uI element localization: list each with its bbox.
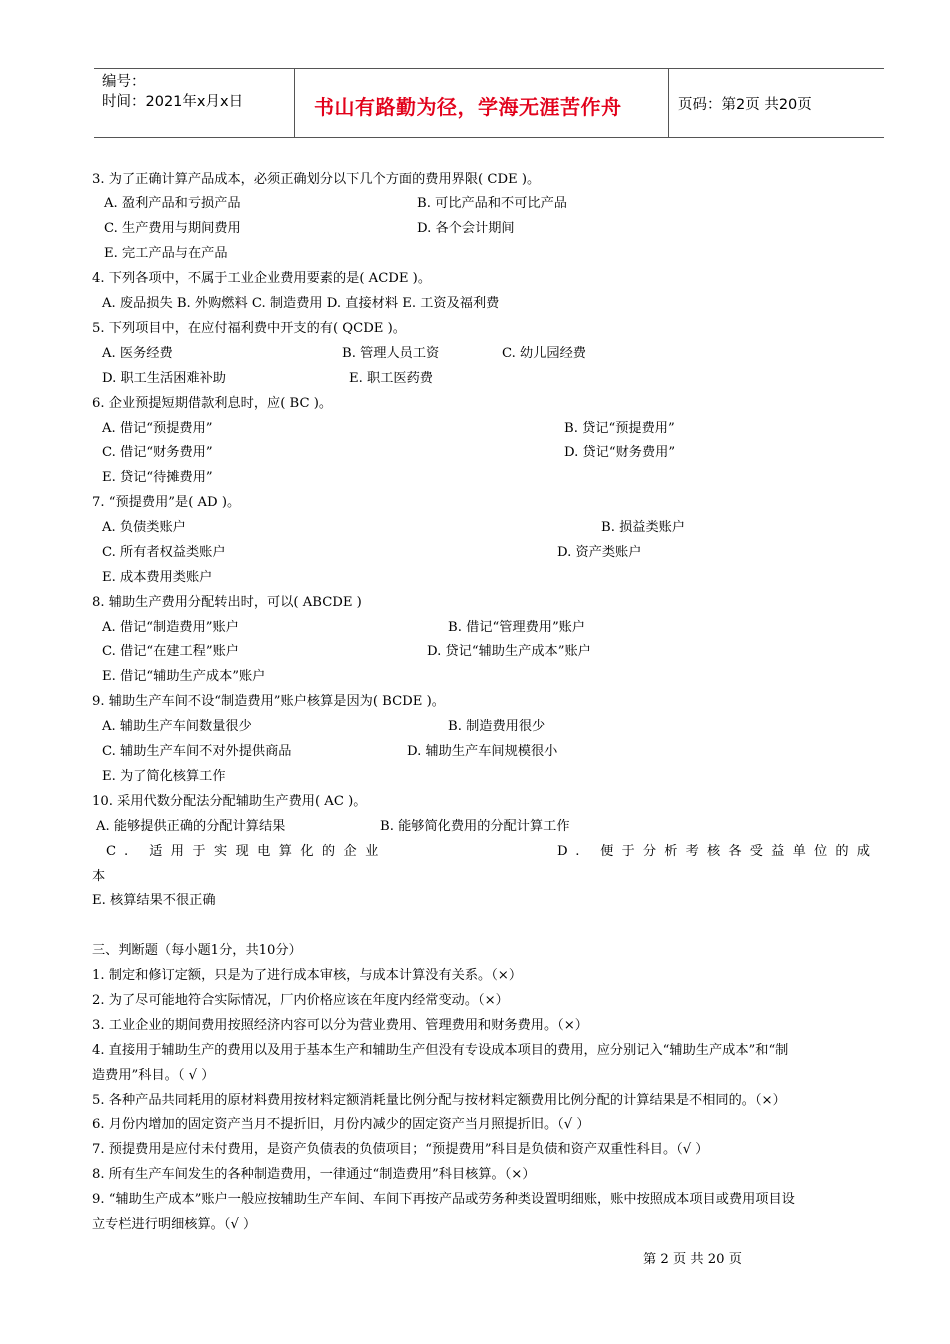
option-9b: B. 制造费用很少 [448,719,546,734]
option-5a: A. 医务经费 [102,346,173,361]
option-3e: E. 完工产品与在产品 [104,246,228,261]
section-title: 三、判断题（每小题1分，共10分） [92,943,302,958]
option-6a: A. 借记“预提费用” [102,421,213,436]
option-10a: A. 能够提供正确的分配计算结果 [96,819,286,834]
question-6-stem: 6. 企业预提短期借款利息时，应( BC )。 [92,396,333,411]
question-10-stem: 10. 采用代数分配法分配辅助生产费用( AC )。 [92,794,367,809]
option-6b: B. 贷记“预提费用” [564,421,675,436]
option-5b: B. 管理人员工资 [342,346,440,361]
judgement-item: 4. 直接用于辅助生产的费用以及用于基本生产和辅助生产但没有专设成本项目的费用，应分别记入“辅助生产成本”和“制 [92,1043,789,1058]
option-10c: C. 适用于实现电算化的企业 [106,844,387,859]
judgement-item: 6. 月份内增加的固定资产当月不提折旧，月份内减少的固定资产当月照提折旧。（√ ） [92,1117,590,1132]
option-8a: A. 借记“制造费用”账户 [102,620,239,635]
judgement-item: 3. 工业企业的期间费用按照经济内容可以分为营业费用、管理费用和财务费用。（×） [92,1018,588,1033]
option-3b: B. 可比产品和不可比产品 [417,196,567,211]
judgement-item: 8. 所有生产车间发生的各种制造费用，一律通过“制造费用”科目核算。（×） [92,1167,536,1182]
header-divider [668,69,669,137]
header-motto: 书山有路勤为径，学海无涯苦作舟 [314,95,622,119]
option-3c: C. 生产费用与期间费用 [104,221,241,236]
option-8c: C. 借记“在建工程”账户 [102,644,239,659]
question-4-stem: 4. 下列各项中，不属于工业企业费用要素的是( ACDE )。 [92,271,432,286]
option-9c: C. 辅助生产车间不对外提供商品 [102,744,292,759]
option-5d: D. 职工生活困难补助 [102,371,226,386]
option-8b: B. 借记“管理费用”账户 [448,620,586,635]
question-5-stem: 5. 下列项目中，在应付福利费中开支的有( QCDE )。 [92,321,406,336]
doc-time-label: 时间：2021年x月x日 [102,94,244,110]
judgement-item: 7. 预提费用是应付未付费用，是资产负债表的负债项目；“预提费用”科目是负债和资产双重性科目。（√ ） [92,1142,709,1157]
option-8d: D. 贷记“辅助生产成本”账户 [427,644,591,659]
judgement-item-continuation: 立专栏进行明细核算。（√ ） [92,1217,257,1232]
question-3-stem: 3. 为了正确计算产品成本，必须正确划分以下几个方面的费用界限( CDE )。 [92,172,541,187]
question-8-stem: 8. 辅助生产费用分配转出时，可以( ABCDE ) [92,595,362,610]
option-7a: A. 负债类账户 [102,520,186,535]
option-10d: D. 便于分析考核各受益单位的成 [557,844,879,859]
option-6d: D. 贷记“财务费用” [564,445,676,460]
question-7-stem: 7. “预提费用”是( AD )。 [92,495,241,510]
option-5c: C. 幼儿园经费 [502,346,586,361]
option-8e: E. 借记“辅助生产成本”账户 [102,669,266,684]
judgement-item-continuation: 造费用”科目。（ √ ） [92,1068,215,1083]
option-7e: E. 成本费用类账户 [102,570,213,585]
option-6e: E. 贷记“待摊费用” [102,470,213,485]
judgement-item: 5. 各种产品共同耗用的原材料费用按材料定额消耗量比例分配与按材料定额费用比例分配的计算结果是不相同的。（×） [92,1093,786,1108]
option-7d: D. 资产类账户 [557,545,642,560]
header-divider [294,69,295,137]
judgement-item: 1. 制定和修订定额，只是为了进行成本审核，与成本计算没有关系。（×） [92,968,523,983]
header-meta [102,72,243,112]
page-header [94,68,884,138]
option-10b: B. 能够简化费用的分配计算工作 [380,819,570,834]
page-footer: 第 2 页 共 20 页 [643,1252,742,1267]
option-10e: E. 核算结果不很正确 [92,893,216,908]
judgement-item: 2. 为了尽可能地符合实际情况，厂内价格应该在年度内经常变动。（×） [92,993,509,1008]
question-4-options: A. 废品损失 B. 外购燃料 C. 制造费用 D. 直接材料 E. 工资及福利费 [102,296,500,311]
option-7c: C. 所有者权益类账户 [102,545,226,560]
option-7b: B. 损益类账户 [601,520,686,535]
option-9d: D. 辅助生产车间规模很小 [407,744,558,759]
option-9e: E. 为了简化核算工作 [102,769,226,784]
option-3d: D. 各个会计期间 [417,221,515,236]
header-page-number: 页码：第2页 共20页 [678,97,812,113]
option-3a: A. 盈利产品和亏损产品 [104,196,241,211]
option-9a: A. 辅助生产车间数量很少 [102,719,252,734]
judgement-item: 9. “辅助生产成本”账户一般应按辅助生产车间、车间下再按产品或劳务种类设置明细账，账中按照成本项目或费用项目设 [92,1192,795,1207]
question-9-stem: 9. 辅助生产车间不设“制造费用”账户核算是因为( BCDE )。 [92,694,445,709]
option-5e: E. 职工医药费 [349,371,433,386]
doc-number-label: 编号： [102,74,146,90]
option-10d-continuation: 本 [92,869,106,884]
option-6c: C. 借记“财务费用” [102,445,213,460]
